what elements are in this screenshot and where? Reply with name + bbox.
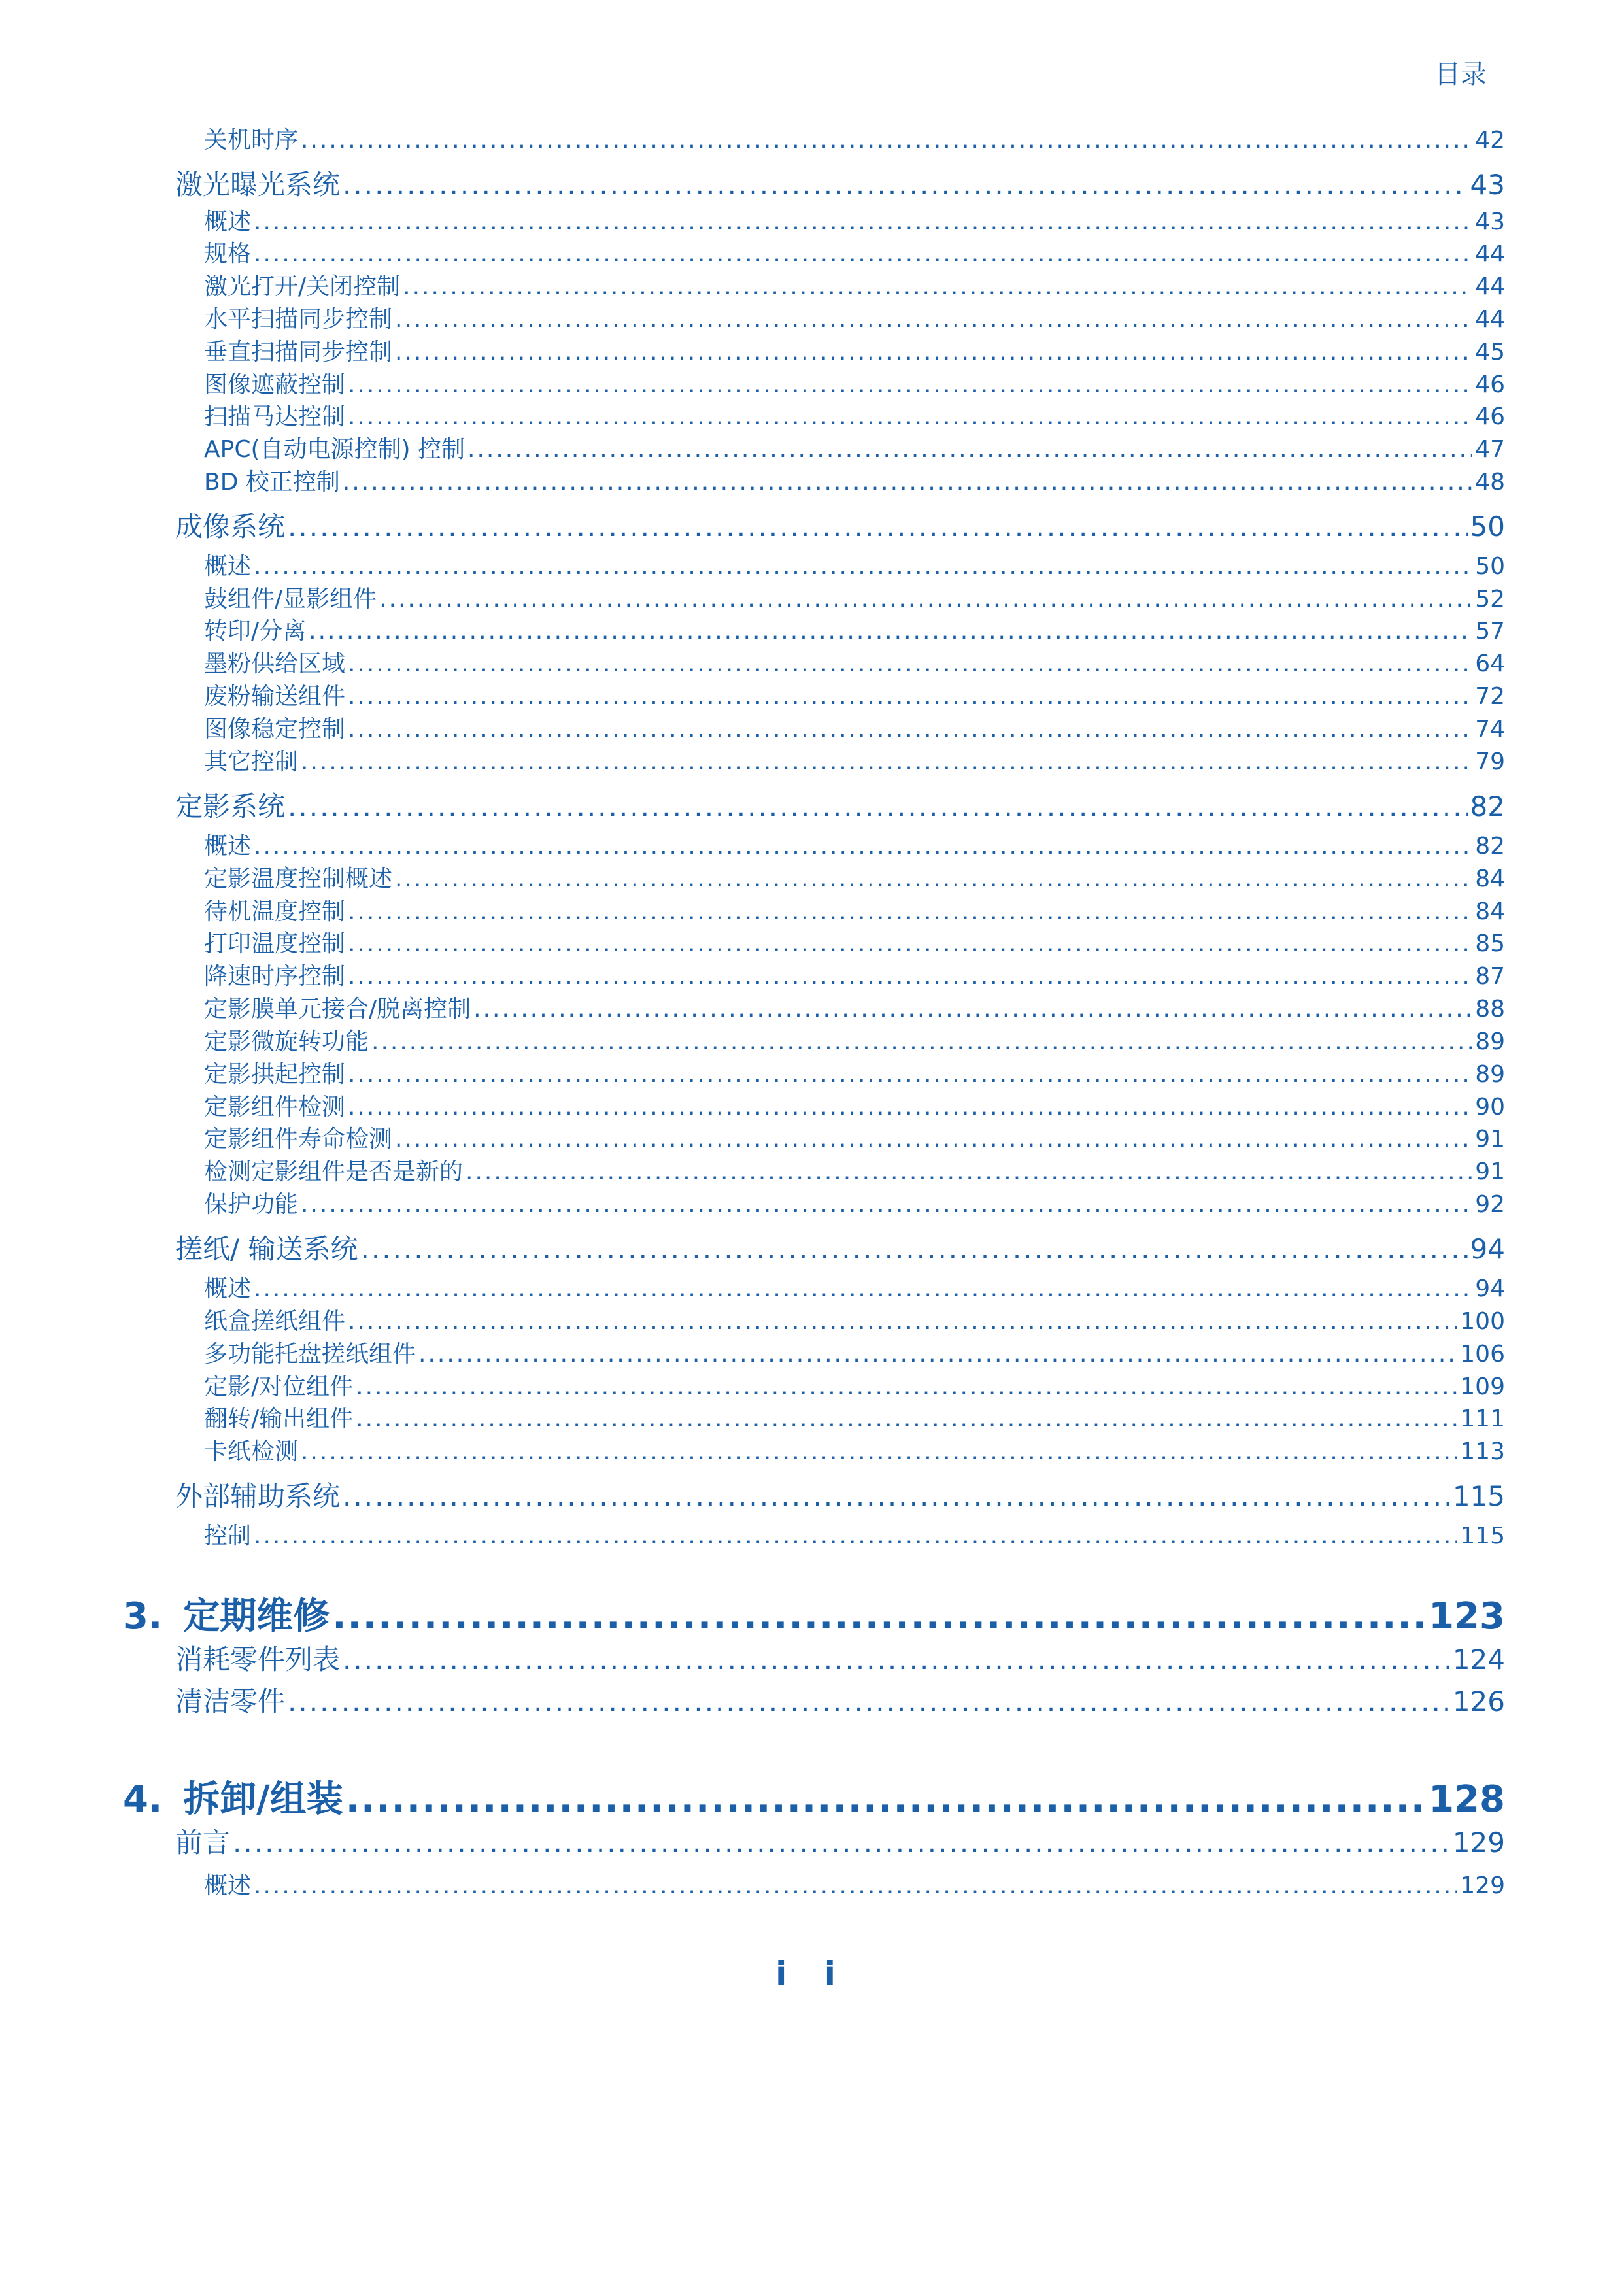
toc-entry-label: 概述: [204, 209, 252, 235]
toc-subsection-entry[interactable]: [204, 1121, 1505, 1154]
toc-subsection-entry[interactable]: [204, 431, 1505, 464]
toc-subsection-entry[interactable]: [204, 1023, 1505, 1056]
toc-page-number: 79: [1475, 749, 1505, 775]
toc-page-number: 100: [1460, 1308, 1505, 1335]
toc-entry-label: 概述: [204, 553, 252, 580]
toc-page-number: 82: [1470, 790, 1505, 822]
toc-subsection-entry[interactable]: [204, 1867, 1505, 1900]
toc-chapter-entry[interactable]: [123, 1770, 1505, 1823]
dot-leader: [465, 1158, 1472, 1185]
toc-subsection-entry[interactable]: [204, 1336, 1505, 1369]
toc-page-number: 129: [1460, 1872, 1505, 1899]
toc-page-number: 91: [1475, 1158, 1505, 1185]
toc-entry-label: 规格: [204, 241, 252, 267]
toc-section-entry[interactable]: [175, 163, 1505, 203]
dot-leader: [309, 618, 1472, 645]
toc-entry-label: [123, 1587, 330, 1640]
toc-entry-label: 消耗零件列表: [175, 1644, 341, 1676]
toc-page-number: 94: [1475, 1275, 1505, 1302]
dot-leader: [403, 273, 1472, 300]
toc-subsection-entry[interactable]: [204, 581, 1505, 614]
toc-entry-label: 搓纸/ 输送系统: [175, 1233, 358, 1265]
dot-leader: [379, 586, 1472, 613]
toc-entry-label: 定影膜单元接合/脱离控制: [204, 996, 471, 1022]
toc-subsection-entry[interactable]: [204, 1186, 1505, 1219]
dot-leader: [348, 716, 1472, 743]
toc-page-number: 74: [1475, 716, 1505, 743]
toc-page-number: 124: [1452, 1644, 1505, 1676]
toc-chapter-number: 4.: [123, 1778, 163, 1821]
dot-leader: [348, 371, 1472, 398]
toc-page-number: 126: [1452, 1685, 1505, 1717]
dot-leader: [361, 1233, 1468, 1265]
dot-leader: [254, 209, 1472, 235]
dot-leader: [348, 930, 1472, 957]
dot-leader: [301, 127, 1472, 154]
toc-page-number: 57: [1475, 618, 1505, 645]
toc-chapter-title: 定期维修: [183, 1595, 330, 1638]
toc-subsection-entry[interactable]: [204, 1433, 1505, 1466]
toc-entry-label: 定影拱起控制: [204, 1061, 346, 1088]
dot-leader: [343, 1644, 1450, 1676]
toc-section-entry[interactable]: [175, 1821, 1505, 1861]
toc-chapter-title: 拆卸/组装: [183, 1778, 343, 1821]
dot-leader: [348, 650, 1472, 677]
toc-entry-label: 概述: [204, 1872, 252, 1899]
toc-chapter-entry[interactable]: [123, 1587, 1505, 1640]
toc-subsection-entry[interactable]: [204, 1400, 1505, 1434]
toc-entry-label: 检测定影组件是否是新的: [204, 1158, 464, 1185]
toc-section-entry[interactable]: [175, 1638, 1505, 1678]
toc-page-number: 44: [1475, 273, 1505, 300]
toc-entry-label: 多功能托盘搓纸组件: [204, 1341, 416, 1368]
toc-page-number: 46: [1475, 403, 1505, 430]
toc-page-number: 92: [1475, 1191, 1505, 1218]
dot-leader: [348, 1061, 1472, 1088]
toc-page-number: 87: [1475, 963, 1505, 990]
toc-page-number: 47: [1475, 436, 1505, 463]
toc-page-number: 72: [1475, 683, 1505, 710]
toc-entry-label: 其它控制: [204, 749, 299, 775]
page-number: i i: [775, 1955, 849, 1993]
toc-page-number: 44: [1475, 241, 1505, 267]
toc-subsection-entry[interactable]: [204, 711, 1505, 744]
toc-subsection-entry[interactable]: [204, 1303, 1505, 1336]
toc-entry-label: 定影组件检测: [204, 1094, 346, 1121]
toc-subsection-entry[interactable]: [204, 464, 1505, 497]
toc-entry-label: 废粉输送组件: [204, 683, 346, 710]
toc-entry-label: 水平扫描同步控制: [204, 306, 393, 333]
dot-leader: [332, 1595, 1426, 1638]
toc-page-number: 85: [1475, 930, 1505, 957]
toc-entry-label: 前言: [175, 1827, 231, 1859]
toc-subsection-entry[interactable]: [204, 828, 1505, 861]
dot-leader: [301, 1191, 1472, 1218]
dot-leader: [348, 403, 1472, 430]
toc-entry-label: 定影温度控制概述: [204, 866, 393, 892]
toc-section-entry[interactable]: [175, 1680, 1505, 1719]
toc-page-number: 94: [1470, 1233, 1505, 1265]
toc-page-number: 84: [1475, 866, 1505, 892]
toc-subsection-entry[interactable]: [204, 1088, 1505, 1122]
toc-section-entry[interactable]: [175, 1475, 1505, 1514]
dot-leader: [346, 1778, 1426, 1821]
toc-subsection-entry[interactable]: [204, 990, 1505, 1024]
toc-entry-label: 卡纸检测: [204, 1438, 299, 1465]
toc-page-number: 43: [1470, 169, 1505, 201]
toc-subsection-entry[interactable]: [204, 122, 1505, 155]
dot-leader: [395, 866, 1472, 892]
toc-page-number: 84: [1475, 898, 1505, 925]
toc-entry-label: 待机温度控制: [204, 898, 346, 925]
toc-entry-label: 激光曝光系统: [175, 169, 341, 201]
dot-leader: [348, 963, 1472, 990]
toc-entry-label: 转印/分离: [204, 618, 307, 645]
toc-page-number: 123: [1429, 1595, 1505, 1638]
toc-entry-label: 图像稳定控制: [204, 716, 346, 743]
toc-section-entry[interactable]: [175, 505, 1505, 545]
toc-entry-label: 图像遮蔽控制: [204, 371, 346, 398]
toc-subsection-entry[interactable]: [204, 958, 1505, 991]
toc-entry-label: 定影系统: [175, 790, 286, 822]
dot-leader: [254, 241, 1472, 267]
dot-leader: [233, 1827, 1450, 1859]
page-header-title: 目录: [1434, 59, 1487, 90]
toc-entry-label: [123, 1770, 343, 1823]
toc-page-number: 115: [1452, 1480, 1505, 1512]
dot-leader: [418, 1341, 1457, 1368]
toc-page-number: 109: [1460, 1374, 1505, 1400]
dot-leader: [343, 169, 1468, 201]
toc-subsection-entry[interactable]: [204, 1153, 1505, 1187]
toc-entry-label: 纸盒搓纸组件: [204, 1308, 346, 1335]
toc-subsection-entry[interactable]: [204, 860, 1505, 894]
toc-page-number: 46: [1475, 371, 1505, 398]
toc-entry-label: 关机时序: [204, 127, 299, 154]
toc-entry-label: 保护功能: [204, 1191, 299, 1218]
toc-subsection-entry[interactable]: [204, 235, 1505, 269]
toc-subsection-entry[interactable]: [204, 301, 1505, 334]
toc-subsection-entry[interactable]: [204, 925, 1505, 958]
toc-page-number: 89: [1475, 1028, 1505, 1055]
toc-subsection-entry[interactable]: [204, 743, 1505, 777]
toc-entry-label: 扫描马达控制: [204, 403, 346, 430]
toc-page-number: 90: [1475, 1094, 1505, 1121]
toc-page-number: 52: [1475, 586, 1505, 613]
toc-page-number: 43: [1475, 209, 1505, 235]
dot-leader: [343, 1480, 1450, 1512]
toc-page-number: 82: [1475, 833, 1505, 860]
toc-entry-label: 概述: [204, 1275, 252, 1302]
dot-leader: [356, 1374, 1457, 1400]
dot-leader: [371, 1028, 1472, 1055]
toc-subsection-entry[interactable]: [204, 893, 1505, 926]
toc-subsection-entry[interactable]: [204, 678, 1505, 711]
toc-subsection-entry[interactable]: [204, 398, 1505, 431]
toc-page-number: 88: [1475, 996, 1505, 1022]
toc-page-number: 44: [1475, 306, 1505, 333]
toc-page-number: 48: [1475, 469, 1505, 496]
dot-leader: [254, 1275, 1472, 1302]
toc-entry-label: 定影组件寿命检测: [204, 1126, 393, 1153]
toc-subsection-entry[interactable]: [204, 366, 1505, 399]
toc-subsection-entry[interactable]: [204, 1368, 1505, 1402]
toc-page-number: 89: [1475, 1061, 1505, 1088]
dot-leader: [301, 1438, 1457, 1465]
toc-entry-label: 垂直扫描同步控制: [204, 339, 393, 365]
toc-subsection-entry[interactable]: [204, 1517, 1505, 1551]
dot-leader: [254, 833, 1472, 860]
toc-subsection-entry[interactable]: [204, 268, 1505, 301]
toc-entry-label: BD 校正控制: [204, 469, 340, 496]
toc-entry-label: 外部辅助系统: [175, 1480, 341, 1512]
toc-entry-label: 概述: [204, 833, 252, 860]
toc-subsection-entry[interactable]: [204, 1270, 1505, 1304]
toc-page-number: 64: [1475, 650, 1505, 677]
toc-entry-label: 清洁零件: [175, 1685, 286, 1717]
toc-entry-label: 定影微旋转功能: [204, 1028, 369, 1055]
dot-leader: [348, 1094, 1472, 1121]
toc-page-number: 115: [1460, 1523, 1505, 1549]
dot-leader: [395, 306, 1472, 333]
dot-leader: [348, 898, 1472, 925]
toc-entry-label: 定影/对位组件: [204, 1374, 354, 1400]
toc-chapter-number: 3.: [123, 1595, 163, 1638]
toc-entry-label: 控制: [204, 1523, 252, 1549]
toc-entry-label: 墨粉供给区域: [204, 650, 346, 677]
toc-entry-label: 鼓组件/显影组件: [204, 586, 377, 613]
dot-leader: [301, 749, 1472, 775]
toc-entry-label: 打印温度控制: [204, 930, 346, 957]
toc-page-number: 128: [1429, 1778, 1505, 1821]
dot-leader: [288, 790, 1468, 822]
dot-leader: [288, 511, 1468, 543]
toc-subsection-entry[interactable]: [204, 613, 1505, 646]
toc-entry-label: 成像系统: [175, 511, 286, 543]
toc-page-number: 113: [1460, 1438, 1505, 1465]
toc-page-number: 129: [1452, 1827, 1505, 1859]
dot-leader: [395, 1126, 1472, 1153]
dot-leader: [395, 339, 1472, 365]
toc-entry-label: APC(自动电源控制) 控制: [204, 436, 465, 463]
toc-page-number: 50: [1475, 553, 1505, 580]
toc-entry-label: 降速时序控制: [204, 963, 346, 990]
toc-subsection-entry[interactable]: [204, 548, 1505, 581]
dot-leader: [254, 1523, 1457, 1549]
dot-leader: [348, 683, 1472, 710]
toc-subsection-entry[interactable]: [204, 645, 1505, 679]
toc-page-number: 42: [1475, 127, 1505, 154]
toc-page-number: 91: [1475, 1126, 1505, 1153]
dot-leader: [348, 1308, 1457, 1335]
dot-leader: [254, 553, 1472, 580]
toc-subsection-entry[interactable]: [204, 1056, 1505, 1089]
toc-subsection-entry[interactable]: [204, 333, 1505, 367]
toc-page-number: 50: [1470, 511, 1505, 543]
dot-leader: [288, 1685, 1450, 1717]
toc-section-entry[interactable]: [175, 1228, 1505, 1267]
dot-leader: [467, 436, 1472, 463]
dot-leader: [254, 1872, 1457, 1899]
toc-page-number: 45: [1475, 339, 1505, 365]
toc-subsection-entry[interactable]: [204, 203, 1505, 237]
toc-section-entry[interactable]: [175, 785, 1505, 824]
dot-leader: [343, 469, 1472, 496]
toc-page-number: 106: [1460, 1341, 1505, 1368]
dot-leader: [356, 1406, 1457, 1432]
dot-leader: [473, 996, 1472, 1022]
toc-entry-label: 激光打开/关闭控制: [204, 273, 401, 300]
toc-page-number: 111: [1460, 1406, 1505, 1432]
toc-entry-label: 翻转/输出组件: [204, 1406, 354, 1432]
